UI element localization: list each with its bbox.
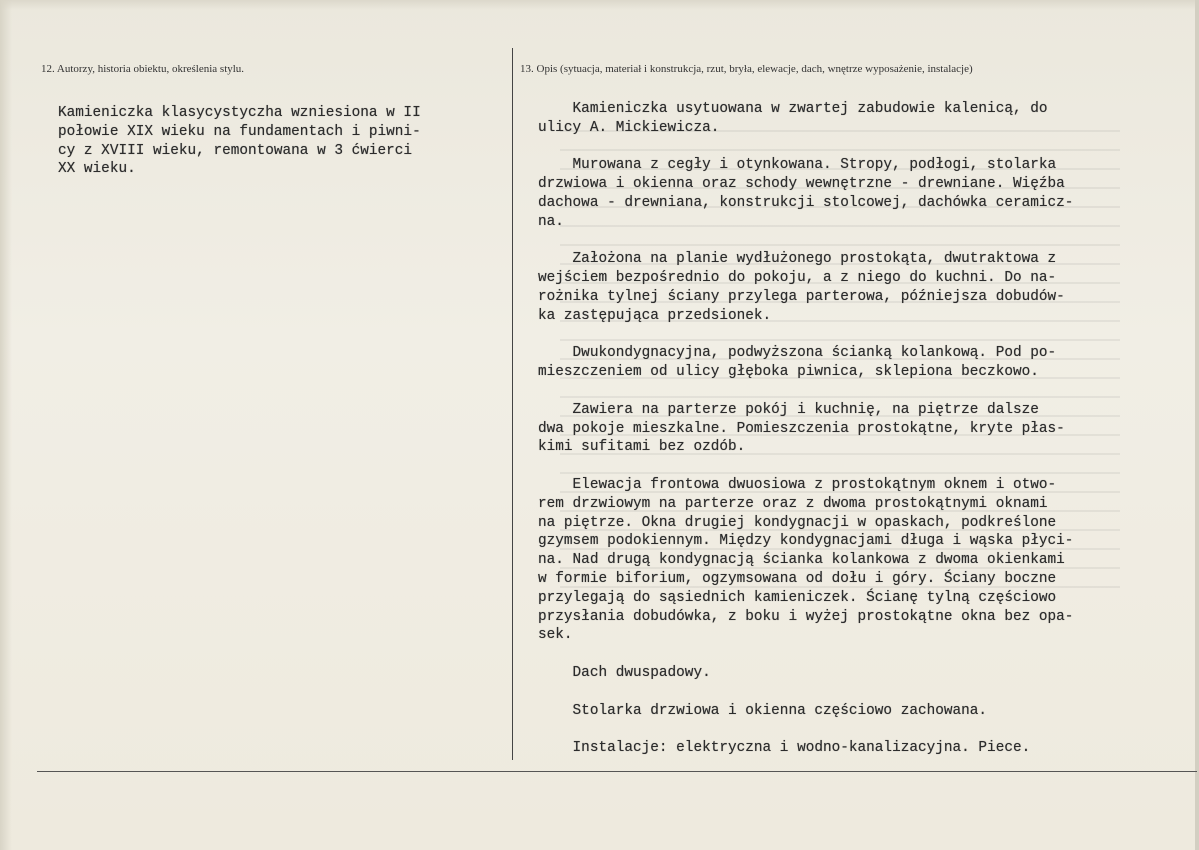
bottom-rule xyxy=(37,771,1197,772)
page-edge-right xyxy=(1195,0,1199,850)
description-typed-text: Kamieniczka usytuowana w zwartej zabudowie kalenicą, do ulicy A. Mickiewicza. Murowana z cegły i otynkowana. Stropy, podłogi, stolarka drzwiowa i okienna oraz schody wewnętrzne - drewniane. Więźba dachowa - drewniana, konstrukcji stolcowej, dachówka ceramicz- na. Założona na planie wydłużonego prostokąta, dwutraktowa z wejściem bezpośrednio do pokoju, a z niego do kuchni. Do na- rożnika tylnej ściany przylega parterowa, późniejsza dobudów- ka zastępująca przedsionek. Dwukondygnacyjna, podwyższona ścianką kolankową. Pod po- mieszczeniem od ulicy głęboka piwnica, sklepiona beczkowo. Zawiera na parterze pokój i kuchnię, na piętrze dalsze dwa pokoje mieszkalne. Pomieszczenia prostokątne, kryte płas- kimi sufitami bez ozdób. Elewacja frontowa dwuosiowa z prostokątnym oknem i otwo- rem drzwiowym na parterze oraz z dwoma prostokątnymi oknami na piętrze. Okna drugiej kondygnacji w opaskach, podkreślone gzymsem podokiennym. Między kondygnacjami długa i wąska płyci- na. Nad drugą kondygnacją ścianka kolankowa z dwoma okienkami w formie biforium, ogzymsowana od dołu i góry. Ściany boczne przylegają do sąsiednich kamieniczek. Ścianę tylną częściowo przysłania dobudówka, z boku i wyżej prostokątne okna bez opa- sek. Dach dwuspadowy. Stolarka drzwiowa i okienna częściowo zachowana. Instalacje: elektryczna i wodno-kanalizacyjna. Piece. xyxy=(538,101,1074,757)
section-13-label: 13. Opis (sytuacja, materiał i konstrukcja, rzut, bryła, elewacje, dach, wnętrze wyposażenie, instalacje) xyxy=(520,63,973,75)
page-edge-left xyxy=(0,0,12,850)
column-divider xyxy=(512,48,513,760)
section-12-label: 12. Autorzy, historia obiektu, określenia stylu. xyxy=(41,63,245,75)
history-typed-text: Kamieniczka klasycystyczha wzniesiona w II połowie XIX wieku na fundamentach i piwni- cy z XVIII wieku, remontowana w 3 ćwierci XX wieku. xyxy=(58,105,421,178)
page-edge-top xyxy=(0,0,1199,10)
